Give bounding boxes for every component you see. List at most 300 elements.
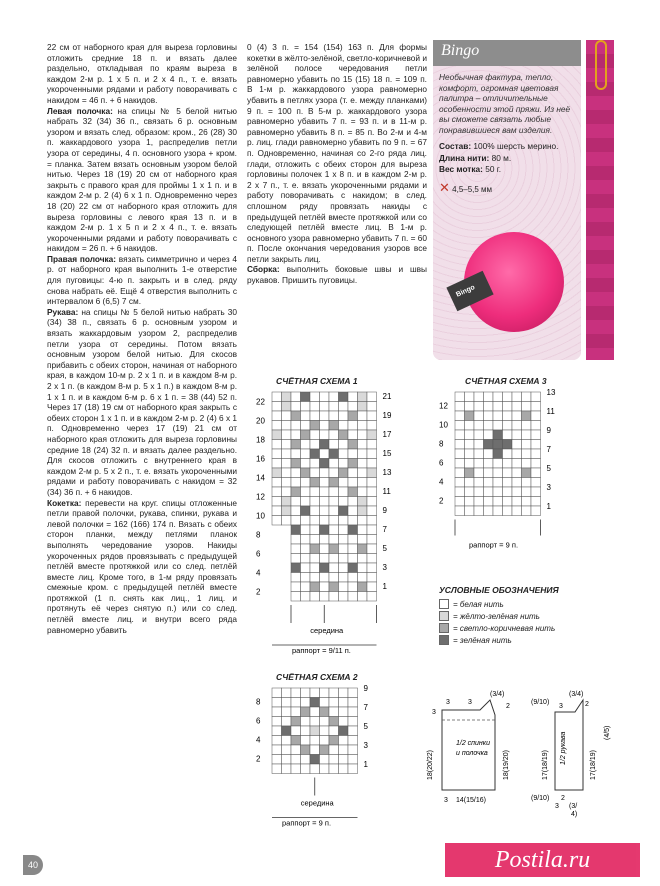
grid-cell	[329, 688, 339, 698]
grid-cell	[291, 516, 301, 526]
row-number-right: 13	[546, 388, 556, 397]
grid-cell	[367, 449, 377, 459]
dimension-right: 17(18/19)	[590, 750, 597, 780]
needles-icon: ✕	[439, 179, 450, 195]
row-number-right: 7	[363, 703, 368, 712]
grid-cell	[291, 525, 301, 535]
grid-cell	[348, 582, 358, 592]
left-paragraph	[47, 106, 237, 254]
chart1-repeat-label: раппорт = 9/11 п.	[292, 646, 351, 655]
grid-cell	[301, 573, 311, 583]
grid-cell	[329, 497, 339, 507]
grid-cell	[320, 688, 330, 698]
grid-cell	[367, 402, 377, 412]
row-number-right: 3	[382, 563, 387, 572]
grid-cell	[272, 726, 282, 736]
dimension-right: (4/5)	[604, 725, 611, 740]
grid-cell	[310, 478, 320, 488]
grid-cell	[474, 411, 484, 421]
grid-cell	[272, 688, 282, 698]
grid-cell	[272, 459, 282, 469]
grid-cell	[329, 755, 339, 765]
grid-cell	[474, 430, 484, 440]
grid-cell	[493, 430, 503, 440]
grid-cell	[367, 392, 377, 402]
grid-cell	[465, 402, 475, 412]
grid-cell	[339, 497, 349, 507]
yarn-description: Необычная фактура, тепло, комфорт, огромная цветовая палитра – отличительные особенности этой пряжи. Из неё вы сможете связать любые понравившиеся вам изделия.	[439, 72, 571, 135]
dimension-top: (3/4)	[569, 691, 584, 698]
needles-info	[439, 180, 575, 196]
grid-cell	[310, 487, 320, 497]
pattern-label: 1/2 рукава	[560, 731, 567, 765]
grid-cell	[358, 582, 368, 592]
grid-cell	[367, 535, 377, 545]
grid-cell	[282, 392, 292, 402]
grid-cell	[358, 430, 368, 440]
grid-cell	[348, 487, 358, 497]
grid-cell	[503, 440, 513, 450]
grid-cell	[320, 392, 330, 402]
grid-cell	[358, 535, 368, 545]
grid-cell	[301, 459, 311, 469]
dimension-top: 3	[446, 699, 450, 706]
grid-cell	[301, 506, 311, 516]
grid-cell	[291, 506, 301, 516]
grid-cell	[320, 478, 330, 488]
grid-cell	[348, 717, 358, 727]
grid-cell	[291, 726, 301, 736]
grid-cell	[339, 573, 349, 583]
grid-cell	[512, 459, 522, 469]
grid-cell	[503, 421, 513, 431]
grid-cell	[358, 497, 368, 507]
grid-cell	[367, 468, 377, 478]
grid-cell	[329, 468, 339, 478]
grid-cell	[339, 707, 349, 717]
grid-cell	[291, 487, 301, 497]
grid-cell	[301, 736, 311, 746]
grid-cell	[367, 554, 377, 564]
grid-cell	[329, 698, 339, 708]
grid-cell	[531, 411, 541, 421]
grid-cell	[358, 392, 368, 402]
grid-cell	[484, 478, 494, 488]
pattern-back-front	[420, 690, 525, 810]
legend-label: = светло-коричневая нить	[453, 623, 556, 633]
grid-cell	[310, 497, 320, 507]
grid-cell	[503, 411, 513, 421]
grid-cell	[272, 698, 282, 708]
grid-cell	[310, 554, 320, 564]
grid-cell	[310, 573, 320, 583]
paragraph-text: на спицы № 5 белой нитью набрать 30 (34) 38 п., связать 6 р. основным узором и вязать жаккардовым узором 2, распределив петли узора от середины. Потом вязать основным узором белой нитью. Для скосов прибавить с обеих сторон, начиная от наборного края, в каждом 10-м р. 2 х 1 п. и в каждом 8-м р. 2 х 1 п. (в каждом 8-м р. 5 х 1 п.) в каждом 8-м р. 1 х 1 п. и в каждом 6-м р. 6 х 1 п. = 38 (44) 52 п. Через 17 (18) 19 см от наборного края закрыть с обеих сторон 1 х 1 п. и в каждом 2-м р. 2 (4) 6 х 1 п. Одновременно через 17 (19) 21 см от наборного края отложить для выреза горловины средние 18 (24) 32 п. и вязать далее раздельно. Для скосов отложить с внутреннего края в каждом 2-м р. 5 х 2 п., т. е. вязать укороченными рядами и работу поворачивать с накидом = 32 (34) 36 п. + 6 накидов.	[47, 306, 238, 497]
grid-cell	[348, 478, 358, 488]
chart2-title: СЧЁТНАЯ СХЕМА 2	[276, 672, 358, 682]
grid-cell	[455, 459, 465, 469]
grid-cell	[503, 487, 513, 497]
grid-cell	[291, 421, 301, 431]
grid-cell	[282, 745, 292, 755]
grid-cell	[320, 544, 330, 554]
paragraph-text: на спицы № 5 белой нитью набрать 32 (34) 36 п., связать 6 р. основным узором и вязать след. образом: кром., 26 (28) 30 п. жаккардового узора 1, распределив петли узора от середины, 4 п. основного узора + кром. = планка. Затем вязать основным узором белой нитью. Через 18 (19) 20 см от наборного края закрыть с правого края для проймы 1 х 1 п. и в каждом 2-м р. 2 (4) 6 х 1 п. Одновременно через 18 (20) 22 см от наборного края отложить для выреза горловины с левого края 13 п. и в каждом 2-м р. 1 х 5 п и 2 х 4 п., т. е. вязать укороченными рядами и работу поворачивать с накидом = 26 п. + 6 накидов.	[47, 105, 237, 254]
grid-cell	[329, 535, 339, 545]
grid-cell	[512, 440, 522, 450]
grid-cell	[320, 449, 330, 459]
grid-cell	[320, 736, 330, 746]
grid-cell	[329, 516, 339, 526]
grid-cell	[320, 459, 330, 469]
row-number-left: 6	[256, 549, 261, 559]
paragraph-text: вязать симметрично и через 4 р. от наборного края выполнить 1-е отверстие для пуговицы: 4-ю п. закрыть и в след. ряду снова набрать её. Ещё 4 отверстия выполнить с интервалом 6 (6,5) 7 см.	[47, 253, 237, 307]
chart3-title: СЧЁТНАЯ СХЕМА 3	[465, 376, 547, 386]
grid-cell	[484, 402, 494, 412]
grid-cell	[484, 506, 494, 516]
grid-cell	[320, 497, 330, 507]
grid-cell	[301, 582, 311, 592]
grid-cell	[339, 755, 349, 765]
grid-cell	[348, 745, 358, 755]
grid-cell	[282, 468, 292, 478]
grid-cell	[272, 478, 282, 488]
grid-cell	[272, 411, 282, 421]
length-label: Длина нити:	[439, 152, 490, 163]
grid-cell	[301, 421, 311, 431]
legend-item	[439, 598, 629, 610]
grid-cell	[320, 582, 330, 592]
grid-cell	[474, 449, 484, 459]
grid-cell	[310, 764, 320, 774]
grid-cell	[531, 392, 541, 402]
row-number-left: 20	[256, 416, 265, 426]
grid-cell	[291, 582, 301, 592]
grid-cell	[503, 468, 513, 478]
grid-cell	[367, 544, 377, 554]
grid-cell	[310, 755, 320, 765]
grid-cell	[320, 592, 330, 602]
weight-label: Вес мотка:	[439, 164, 483, 174]
row-number-right: 13	[382, 468, 392, 477]
grid-cell	[367, 459, 377, 469]
grid-cell	[291, 430, 301, 440]
grid-cell	[272, 402, 282, 412]
grid-cell	[320, 525, 330, 535]
grid-cell	[320, 745, 330, 755]
grid-cell	[272, 487, 282, 497]
row-number-left: 18	[256, 435, 265, 445]
grid-cell	[358, 421, 368, 431]
grid-cell	[301, 468, 311, 478]
grid-cell	[301, 411, 311, 421]
grid-cell	[531, 497, 541, 507]
grid-cell	[367, 525, 377, 535]
grid-cell	[358, 402, 368, 412]
grid-cell	[301, 535, 311, 545]
dimension-right: 18(19/20)	[503, 750, 510, 780]
grid-cell	[465, 459, 475, 469]
grid-cell	[329, 764, 339, 774]
section-heading: Левая полочка:	[47, 105, 113, 116]
grid-cell	[282, 430, 292, 440]
grid-cell	[320, 421, 330, 431]
grid-cell	[455, 421, 465, 431]
grid-cell	[522, 478, 532, 488]
grid-cell	[291, 573, 301, 583]
grid-cell	[512, 449, 522, 459]
grid-cell	[329, 726, 339, 736]
yarn-ball-image	[455, 232, 564, 332]
grid-cell	[282, 449, 292, 459]
grid-cell	[367, 487, 377, 497]
grid-cell	[320, 487, 330, 497]
grid-cell	[367, 497, 377, 507]
grid-cell	[339, 592, 349, 602]
grid-cell	[320, 764, 330, 774]
grid-cell	[474, 487, 484, 497]
dimension-bottom: (9/10)	[531, 795, 550, 802]
grid-cell	[465, 440, 475, 450]
grid-cell	[329, 402, 339, 412]
grid-cell	[348, 525, 358, 535]
paragraph-text: выполнить боковые швы и швы рукавов. Пришить пуговицы.	[247, 264, 427, 286]
dimension-top: 2	[506, 703, 510, 710]
grid-cell	[329, 421, 339, 431]
grid-cell	[348, 755, 358, 765]
grid-cell	[484, 468, 494, 478]
left-paragraph	[47, 42, 237, 106]
grid-cell	[320, 506, 330, 516]
row-number-left: 22	[256, 397, 265, 407]
grid-cell	[512, 421, 522, 431]
row-number-left: 6	[439, 458, 444, 468]
grid-cell	[320, 755, 330, 765]
row-number-right: 21	[382, 392, 392, 401]
grid-cell	[320, 468, 330, 478]
grid-cell	[503, 478, 513, 488]
grid-cell	[272, 717, 282, 727]
grid-cell	[282, 440, 292, 450]
grid-cell	[310, 516, 320, 526]
row-number-right: 9	[382, 506, 387, 515]
grid-cell	[329, 554, 339, 564]
grid-cell	[348, 440, 358, 450]
dimension-top: (9/10)	[531, 699, 550, 706]
grid-cell	[329, 430, 339, 440]
grid-cell	[358, 544, 368, 554]
grid-cell	[348, 726, 358, 736]
grid-cell	[301, 745, 311, 755]
legend-swatch	[439, 623, 449, 633]
grid-cell	[493, 478, 503, 488]
grid-cell	[522, 421, 532, 431]
grid-cell	[493, 402, 503, 412]
grid-cell	[301, 726, 311, 736]
grid-cell	[291, 449, 301, 459]
grid-cell	[503, 459, 513, 469]
dimension-top: 3	[468, 699, 472, 706]
legend	[439, 585, 629, 646]
grid-cell	[358, 573, 368, 583]
grid-cell	[291, 764, 301, 774]
grid-cell	[310, 459, 320, 469]
grid-cell	[484, 459, 494, 469]
grid-cell	[503, 506, 513, 516]
grid-cell	[465, 449, 475, 459]
grid-cell	[320, 726, 330, 736]
row-number-right: 11	[382, 487, 391, 496]
grid-cell	[358, 554, 368, 564]
grid-cell	[339, 525, 349, 535]
middle-paragraph	[247, 264, 427, 285]
grid-cell	[484, 487, 494, 497]
grid-cell	[301, 392, 311, 402]
legend-item	[439, 610, 629, 622]
grid-cell	[367, 592, 377, 602]
row-number-right: 7	[382, 525, 387, 534]
row-number-left: 2	[256, 587, 261, 597]
grid-cell	[339, 449, 349, 459]
paragraph-text: 0 (4) 3 п. = 154 (154) 163 п. Для формы кокетки в жёлто-зелёной, светло-коричневой и зелёной полосе чередования петли равномерно убавить по 15 (15) 18 п. = 109 п. В 1-м р. жаккардового узора равномерно убавить в петлях узора (т. е. между планками) 9 п. = 100 п. В 5-м р. жаккардового узора равномерно убавить 7 п. = 93 п. и в 11-м р. равномерно убавить 8 п. = 85 п. Во 2-м и 4-м р. лиц. глади равномерно убавить по 9 п. = 67 п. Одновременно, начиная со 2-го ряда лиц. глади, отложить с обеих сторон для выреза горловины полочек 1 х 8 п. и в каждом 2-м р. 2 х 7 п., т. е. вязать укороченными рядами и работу поворачивать с накидом; в след. сплошном ряду провязать накиды с предыдущей петлёй вместе протяжкой или со следующей петлёй вместе лиц. В 1-м р. основного узора равномерно убавить 7 п. = 60 п. После окончания чередования узоров все петли закрыть лиц.	[247, 42, 427, 264]
grid-cell	[310, 736, 320, 746]
grid-cell	[310, 411, 320, 421]
grid-cell	[358, 411, 368, 421]
grid-cell	[310, 582, 320, 592]
watermark-logo: Postila.ru	[445, 843, 640, 877]
grid-cell	[320, 411, 330, 421]
grid-cell	[522, 430, 532, 440]
grid-cell	[282, 755, 292, 765]
grid-cell	[531, 440, 541, 450]
legend-item	[439, 634, 629, 646]
grid-cell	[484, 497, 494, 507]
grid-cell	[320, 402, 330, 412]
grid-cell	[320, 707, 330, 717]
grid-cell	[531, 506, 541, 516]
grid-cell	[329, 736, 339, 746]
weight-value: 50 г.	[485, 164, 502, 174]
grid-cell	[329, 582, 339, 592]
grid-cell	[282, 764, 292, 774]
chart3-grid	[425, 386, 575, 576]
dimension-left: 18(20/22)	[427, 750, 434, 780]
dimension-left: 3	[432, 709, 436, 716]
grid-cell	[310, 421, 320, 431]
row-number-right: 9	[546, 426, 551, 435]
row-number-left: 6	[256, 716, 261, 726]
grid-cell	[474, 497, 484, 507]
chart2-repeat-label: раппорт = 9 п.	[282, 818, 332, 828]
grid-cell	[339, 411, 349, 421]
grid-cell	[282, 516, 292, 526]
grid-cell	[348, 563, 358, 573]
grid-cell	[339, 736, 349, 746]
grid-cell	[301, 688, 311, 698]
grid-cell	[503, 392, 513, 402]
row-number-right: 1	[363, 760, 368, 769]
grid-cell	[474, 459, 484, 469]
grid-cell	[291, 707, 301, 717]
grid-cell	[348, 430, 358, 440]
row-number-right: 5	[363, 722, 368, 731]
grid-cell	[329, 573, 339, 583]
grid-cell	[465, 497, 475, 507]
grid-cell	[272, 421, 282, 431]
pattern-label: и полочка	[456, 750, 488, 757]
legend-title: УСЛОВНЫЕ ОБОЗНАЧЕНИЯ	[439, 585, 559, 595]
row-number-right: 15	[382, 449, 392, 458]
dimension-left: 17(18/19)	[542, 750, 549, 780]
grid-cell	[522, 392, 532, 402]
grid-cell	[367, 506, 377, 516]
row-number-left: 4	[439, 477, 444, 487]
dimension-bottom: 3	[444, 797, 448, 804]
grid-cell	[348, 411, 358, 421]
grid-cell	[455, 478, 465, 488]
row-number-right: 3	[363, 741, 368, 750]
grid-cell	[484, 430, 494, 440]
grid-cell	[301, 554, 311, 564]
grid-cell	[531, 478, 541, 488]
grid-cell	[320, 717, 330, 727]
grid-cell	[339, 698, 349, 708]
grid-cell	[348, 516, 358, 526]
grid-cell	[329, 525, 339, 535]
dimension-top: 3	[559, 703, 563, 710]
grid-cell	[339, 459, 349, 469]
grid-cell	[531, 487, 541, 497]
dimension-bottom: 14(15/16)	[456, 797, 486, 804]
grid-cell	[493, 497, 503, 507]
grid-cell	[272, 468, 282, 478]
grid-cell	[512, 402, 522, 412]
row-number-right: 11	[546, 407, 555, 416]
grid-cell	[367, 430, 377, 440]
page-number: 40	[23, 855, 43, 875]
grid-cell	[348, 764, 358, 774]
grid-cell	[291, 755, 301, 765]
grid-cell	[512, 506, 522, 516]
paperclip-icon	[595, 40, 607, 90]
grid-cell	[348, 468, 358, 478]
grid-cell	[310, 430, 320, 440]
grid-cell	[291, 745, 301, 755]
dimension-top: 2	[585, 701, 589, 708]
grid-cell	[339, 544, 349, 554]
grid-cell	[522, 459, 532, 469]
grid-cell	[291, 402, 301, 412]
grid-cell	[339, 506, 349, 516]
grid-cell	[282, 421, 292, 431]
pattern-label: 1/2 спинки	[456, 740, 490, 747]
grid-cell	[455, 392, 465, 402]
grid-cell	[358, 459, 368, 469]
yarn-specs	[439, 141, 575, 176]
grid-cell	[282, 688, 292, 698]
row-number-left: 8	[439, 439, 444, 449]
grid-cell	[474, 421, 484, 431]
grid-cell	[493, 487, 503, 497]
grid-cell	[358, 449, 368, 459]
grid-cell	[282, 736, 292, 746]
grid-cell	[320, 440, 330, 450]
grid-cell	[291, 440, 301, 450]
grid-cell	[301, 717, 311, 727]
composition-label: Состав:	[439, 141, 472, 151]
grid-cell	[301, 544, 311, 554]
text-column-middle	[247, 42, 427, 286]
section-heading: Рукава:	[47, 306, 79, 317]
grid-cell	[493, 459, 503, 469]
